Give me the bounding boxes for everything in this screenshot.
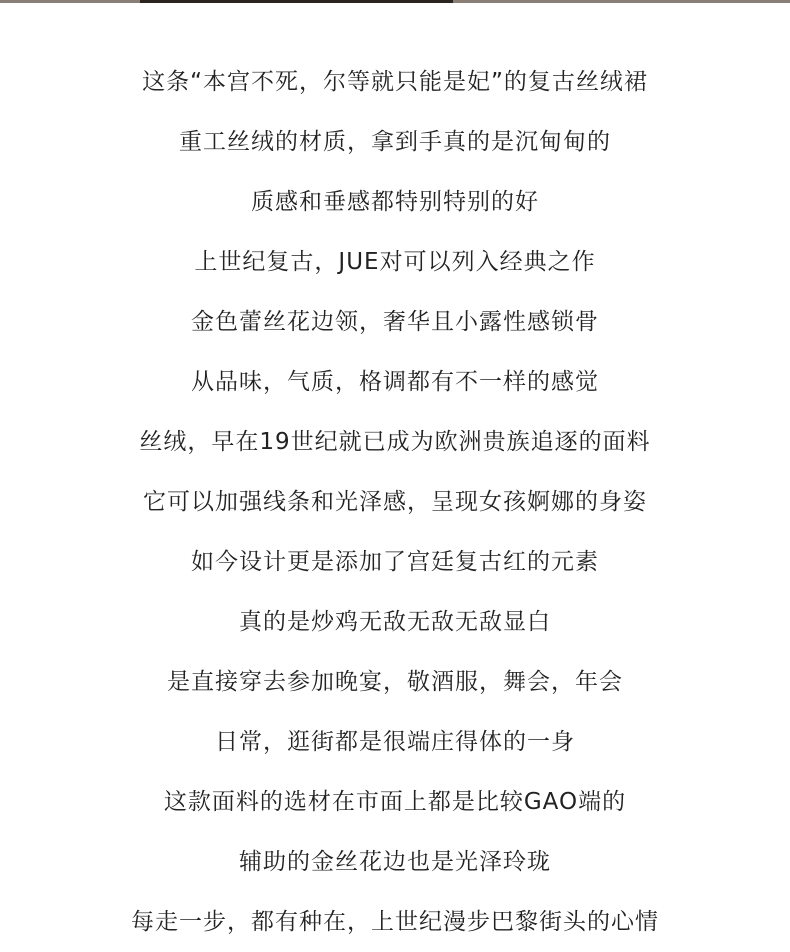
- description-line-1: 这条“本宫不死，尔等就只能是妃”的复古丝绒裙: [142, 69, 648, 95]
- description-line-3: 质感和垂感都特别特别的好: [251, 189, 539, 215]
- description-line-9: 如今设计更是添加了宫廷复古红的元素: [191, 549, 599, 575]
- description-line-7: 丝绒，早在19世纪就已成为欧洲贵族追逐的面料: [139, 429, 651, 455]
- description-line-12: 日常，逛街都是很端庄得体的一身: [215, 729, 575, 755]
- description-line-13: 这款面料的选材在市面上都是比较GAO端的: [163, 789, 627, 815]
- top-divider-bar: [0, 0, 790, 3]
- top-divider-segment-left: [0, 0, 140, 3]
- description-line-2: 重工丝绒的材质，拿到手真的是沉甸甸的: [179, 129, 611, 155]
- description-line-10: 真的是炒鸡无敌无敌无敌显白: [239, 609, 551, 635]
- top-divider-segment-right: [453, 0, 790, 3]
- description-line-6: 从品味，气质，格调都有不一样的感觉: [191, 369, 599, 395]
- description-line-8: 它可以加强线条和光泽感，呈现女孩婀娜的身姿: [143, 489, 647, 515]
- description-line-15: 每走一步，都有种在，上世纪漫步巴黎街头的心情: [131, 909, 659, 935]
- product-description-copy: [0, 52, 790, 952]
- description-line-14: 辅助的金丝花边也是光泽玲珑: [239, 849, 551, 875]
- top-divider-segment-middle: [140, 0, 453, 3]
- description-line-5: 金色蕾丝花边领，奢华且小露性感锁骨: [191, 309, 599, 335]
- description-line-11: 是直接穿去参加晚宴，敬酒服，舞会，年会: [167, 669, 623, 695]
- description-line-4: 上世纪复古，JUE对可以列入经典之作: [194, 249, 596, 275]
